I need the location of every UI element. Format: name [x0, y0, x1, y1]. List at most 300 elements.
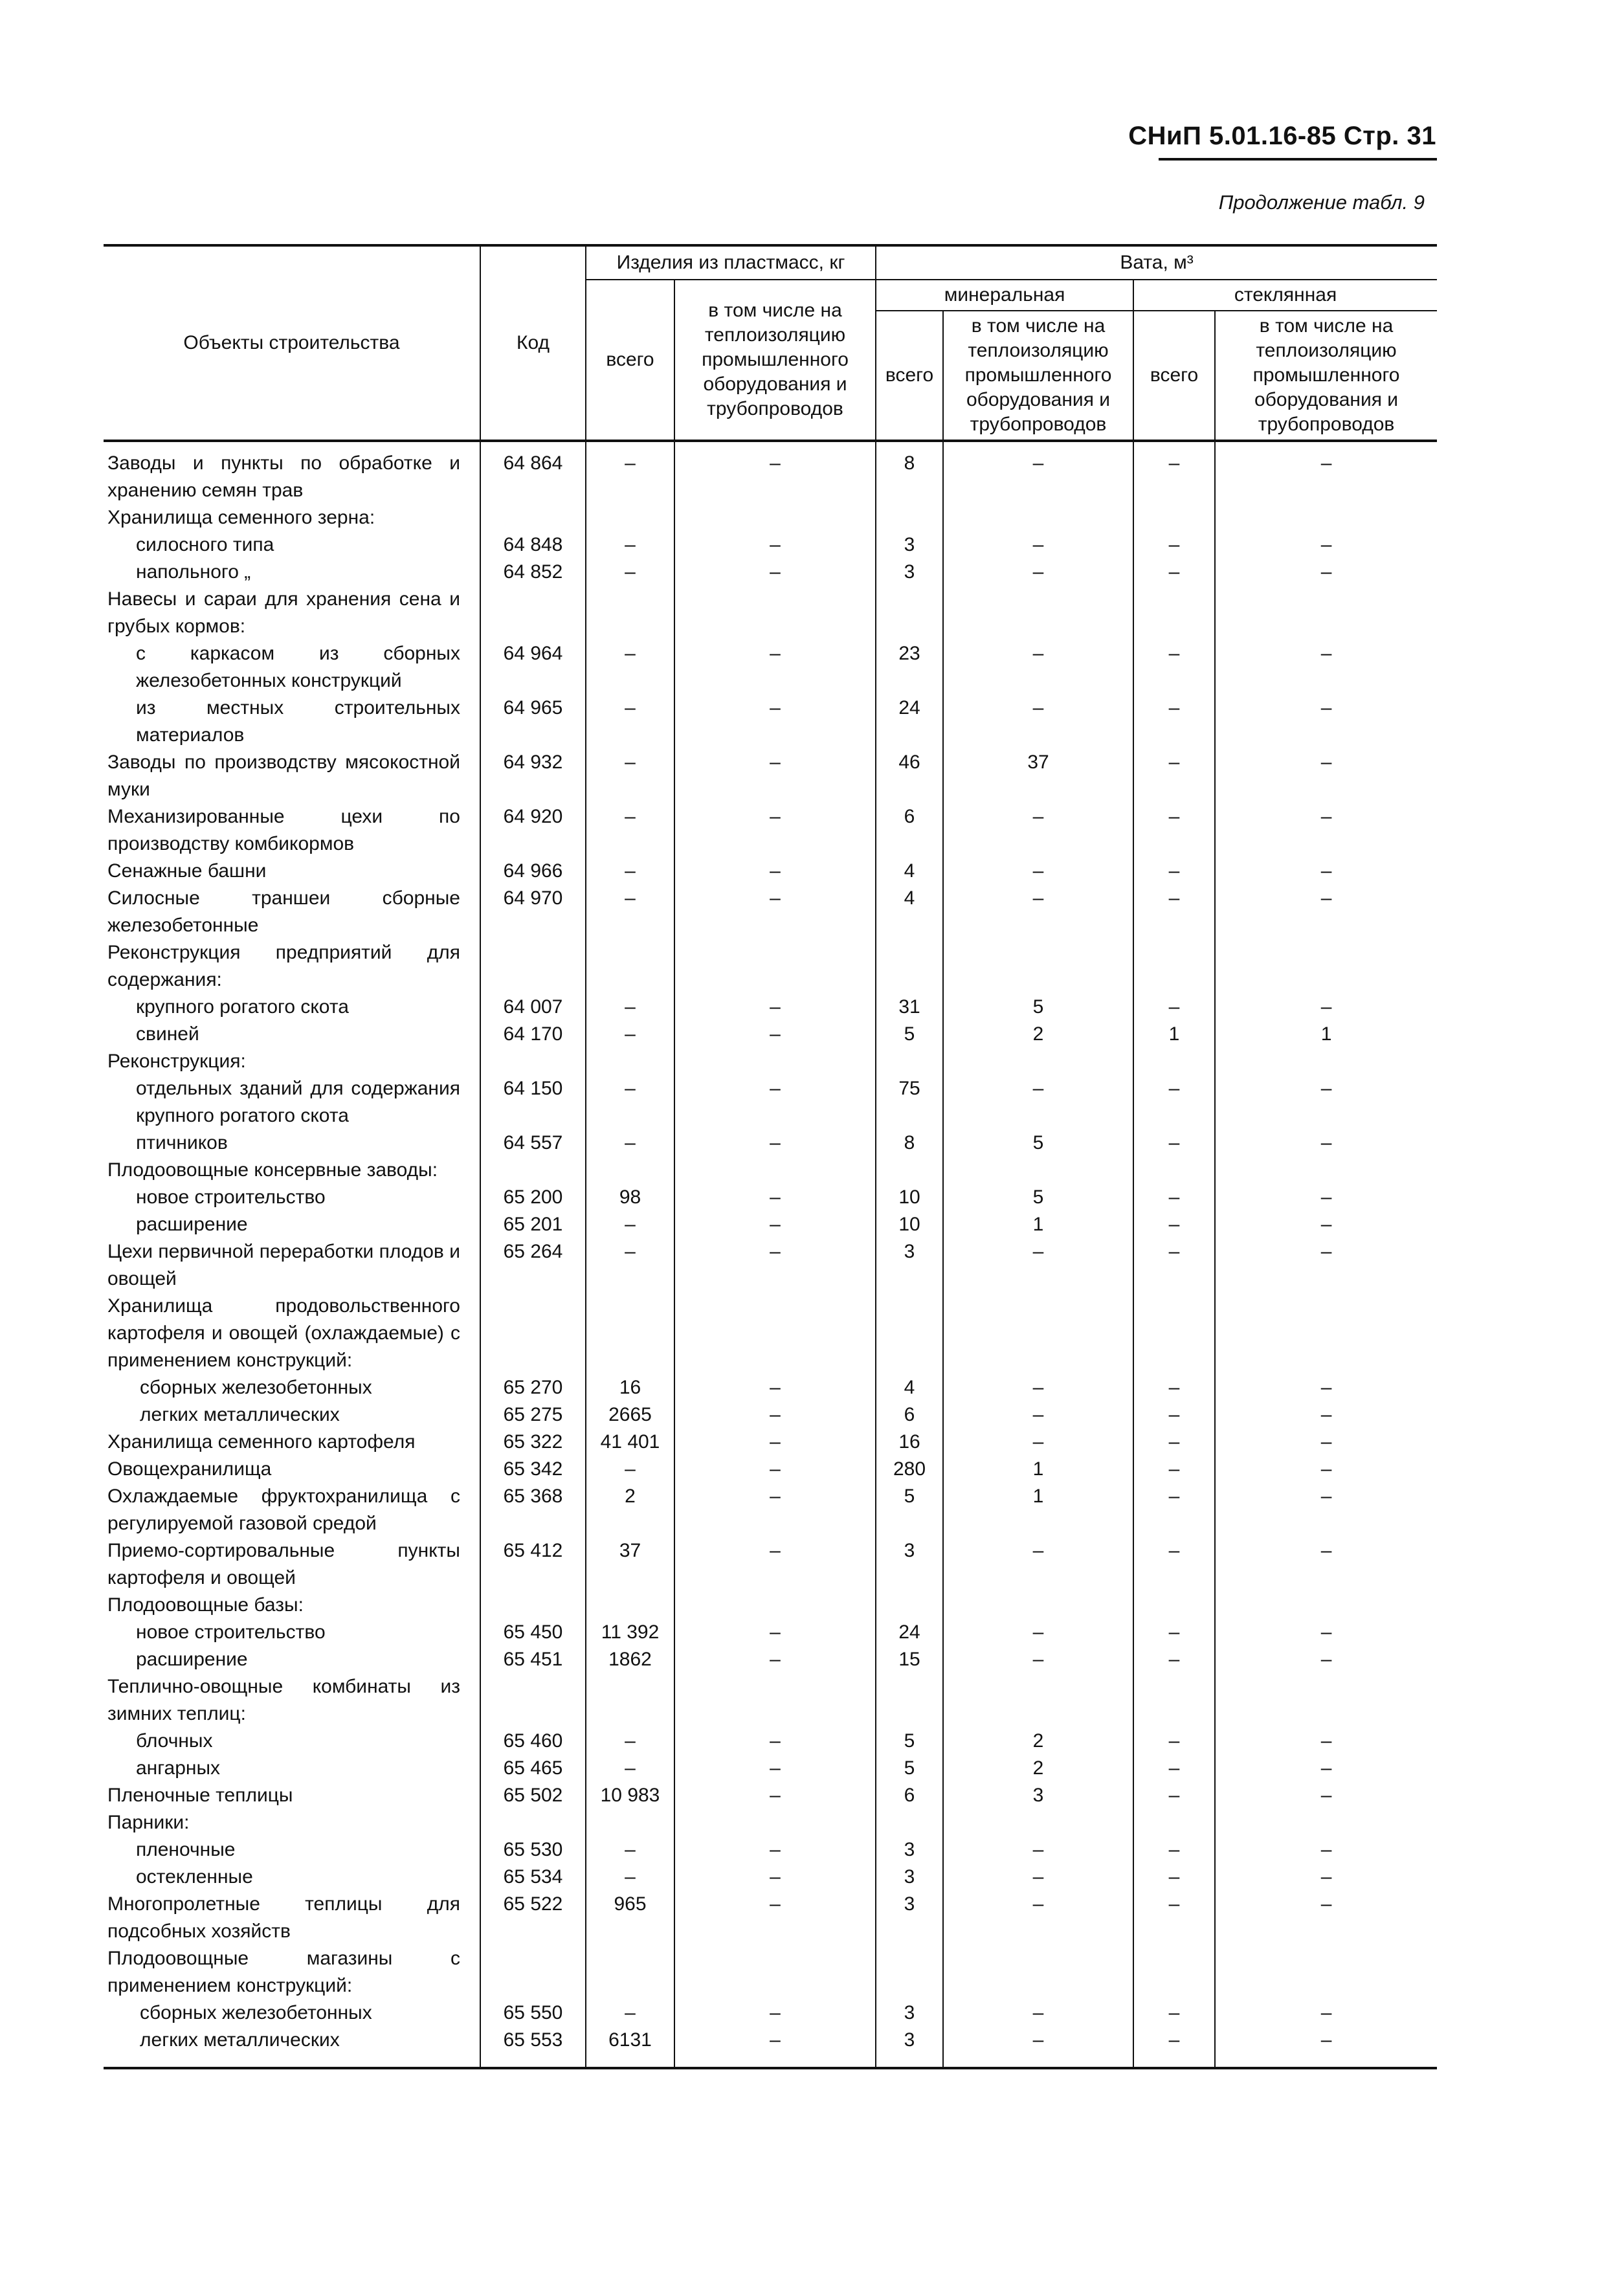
code-cell: 65 412: [480, 1537, 586, 1592]
table-row: [104, 1945, 1437, 1999]
plastics-total-cell: –: [586, 1130, 674, 1157]
glass-incl-cell: –: [1215, 531, 1437, 559]
glass-total-cell: –: [1133, 1374, 1215, 1401]
mineral-incl-cell: –: [943, 1401, 1133, 1429]
plastics-incl-cell: –: [674, 441, 876, 504]
glass-incl-cell: –: [1215, 1999, 1437, 2027]
glass-total-cell: –: [1133, 1782, 1215, 1809]
glass-incl-cell: 1: [1215, 1021, 1437, 1048]
glass-incl-cell: –: [1215, 749, 1437, 803]
mineral-total-cell: 4: [876, 1374, 943, 1401]
mineral-total-cell: 5: [876, 1755, 943, 1782]
plastics-incl-cell: [674, 1945, 876, 1999]
mineral-total-cell: 6: [876, 1401, 943, 1429]
plastics-total-cell: [586, 939, 674, 994]
mineral-incl-cell: –: [943, 1374, 1133, 1401]
table-row: [104, 559, 1437, 586]
plastics-total-cell: –: [586, 1864, 674, 1891]
glass-incl-cell: –: [1215, 803, 1437, 858]
glass-incl-cell: [1215, 1592, 1437, 1619]
plastics-incl-cell: [674, 1293, 876, 1374]
glass-total-cell: –: [1133, 1483, 1215, 1537]
glass-incl-cell: –: [1215, 1782, 1437, 1809]
plastics-incl-cell: –: [674, 1456, 876, 1483]
glass-incl-cell: –: [1215, 1184, 1437, 1211]
table-row: [104, 858, 1437, 885]
glass-incl-cell: –: [1215, 1483, 1437, 1537]
mineral-incl-cell: 2: [943, 1021, 1133, 1048]
object-name-cell: Реконструкция:: [104, 1048, 480, 1075]
plastics-total-cell: –: [586, 749, 674, 803]
table-row: [104, 1048, 1437, 1075]
plastics-incl-cell: –: [674, 1021, 876, 1048]
glass-incl-cell: –: [1215, 441, 1437, 504]
plastics-incl-cell: –: [674, 1891, 876, 1945]
table-bottom-rule: [104, 2068, 1437, 2076]
table-row: [104, 1809, 1437, 1836]
mineral-incl-cell: 5: [943, 1184, 1133, 1211]
glass-incl-cell: [1215, 1809, 1437, 1836]
code-cell: [480, 586, 586, 640]
mineral-incl-cell: –: [943, 885, 1133, 939]
mineral-incl-cell: 3: [943, 1782, 1133, 1809]
table-row: [104, 640, 1437, 695]
plastics-total-cell: [586, 1592, 674, 1619]
mineral-incl-cell: –: [943, 441, 1133, 504]
glass-incl-cell: –: [1215, 1211, 1437, 1238]
plastics-total-cell: –: [586, 1075, 674, 1130]
code-cell: 65 368: [480, 1483, 586, 1537]
code-cell: 64 920: [480, 803, 586, 858]
code-cell: 65 522: [480, 1891, 586, 1945]
code-cell: 64 852: [480, 559, 586, 586]
plastics-total-cell: [586, 586, 674, 640]
object-name-cell: Овощехранилища: [104, 1456, 480, 1483]
plastics-total-cell: 37: [586, 1537, 674, 1592]
table-row: [104, 1673, 1437, 1728]
mineral-total-cell: 3: [876, 1238, 943, 1293]
plastics-total-cell: 6131: [586, 2027, 674, 2068]
glass-incl-cell: –: [1215, 695, 1437, 749]
glass-total-cell: –: [1133, 531, 1215, 559]
plastics-incl-cell: [674, 504, 876, 531]
mineral-total-cell: 3: [876, 2027, 943, 2068]
code-cell: 65 275: [480, 1401, 586, 1429]
mineral-total-cell: 4: [876, 885, 943, 939]
glass-incl-cell: –: [1215, 1238, 1437, 1293]
glass-total-cell: –: [1133, 1075, 1215, 1130]
glass-total-cell: –: [1133, 1999, 1215, 2027]
mineral-incl-cell: –: [943, 1891, 1133, 1945]
plastics-total-cell: –: [586, 695, 674, 749]
code-cell: 65 553: [480, 2027, 586, 2068]
plastics-total-cell: [586, 1048, 674, 1075]
code-cell: [480, 1592, 586, 1619]
plastics-incl-cell: –: [674, 885, 876, 939]
plastics-total-cell: 965: [586, 1891, 674, 1945]
mineral-incl-cell: –: [943, 1646, 1133, 1673]
mineral-total-cell: 3: [876, 559, 943, 586]
plastics-total-cell: 41 401: [586, 1429, 674, 1456]
glass-incl-cell: –: [1215, 1537, 1437, 1592]
mineral-total-cell: [876, 1809, 943, 1836]
object-name-cell: Навесы и сараи для хранения сена и грубых кормов:: [104, 586, 480, 640]
glass-incl-cell: [1215, 504, 1437, 531]
code-cell: 65 200: [480, 1184, 586, 1211]
table-row: [104, 1075, 1437, 1130]
plastics-total-cell: –: [586, 803, 674, 858]
object-name-cell: Силосные траншеи сборные железобетонные: [104, 885, 480, 939]
plastics-incl-cell: –: [674, 1782, 876, 1809]
glass-total-cell: –: [1133, 1401, 1215, 1429]
plastics-total-cell: –: [586, 994, 674, 1021]
glass-total-cell: [1133, 939, 1215, 994]
code-cell: 64 964: [480, 640, 586, 695]
glass-incl-cell: –: [1215, 640, 1437, 695]
plastics-incl-cell: –: [674, 2027, 876, 2068]
mineral-incl-cell: [943, 586, 1133, 640]
code-cell: 64 848: [480, 531, 586, 559]
plastics-total-cell: 98: [586, 1184, 674, 1211]
table-row: [104, 1456, 1437, 1483]
object-name-cell: Плодоовощные магазины с применением конструкций:: [104, 1945, 480, 1999]
mineral-incl-cell: –: [943, 858, 1133, 885]
glass-total-cell: –: [1133, 885, 1215, 939]
object-name-cell: новое строительство: [104, 1619, 480, 1646]
plastics-total-cell: [586, 1809, 674, 1836]
code-cell: [480, 939, 586, 994]
plastics-total-cell: 16: [586, 1374, 674, 1401]
glass-total-cell: [1133, 1293, 1215, 1374]
mineral-incl-cell: –: [943, 640, 1133, 695]
object-name-cell: блочных: [104, 1728, 480, 1755]
glass-total-cell: –: [1133, 1238, 1215, 1293]
mineral-total-cell: 23: [876, 640, 943, 695]
mineral-total-cell: 8: [876, 1130, 943, 1157]
plastics-incl-cell: –: [674, 749, 876, 803]
table-row: [104, 1157, 1437, 1184]
mineral-incl-cell: –: [943, 2027, 1133, 2068]
plastics-total-cell: –: [586, 531, 674, 559]
object-name-cell: сборных железобетонных: [104, 1374, 480, 1401]
plastics-total-cell: –: [586, 1238, 674, 1293]
object-name-cell: Реконструкция предприятий для содержания:: [104, 939, 480, 994]
mineral-total-cell: [876, 1157, 943, 1184]
plastics-total-cell: 2665: [586, 1401, 674, 1429]
plastics-incl-cell: [674, 1673, 876, 1728]
code-cell: 65 465: [480, 1755, 586, 1782]
table-row: [104, 1864, 1437, 1891]
mineral-total-cell: 15: [876, 1646, 943, 1673]
mineral-total-cell: 5: [876, 1021, 943, 1048]
code-cell: 65 270: [480, 1374, 586, 1401]
code-cell: [480, 1157, 586, 1184]
object-name-cell: ангарных: [104, 1755, 480, 1782]
object-name-cell: с каркасом из сборных железобетонных конструкций: [104, 640, 480, 695]
mineral-incl-cell: –: [943, 1429, 1133, 1456]
code-cell: 64 150: [480, 1075, 586, 1130]
plastics-incl-cell: –: [674, 994, 876, 1021]
glass-total-cell: –: [1133, 1429, 1215, 1456]
table-row: [104, 1211, 1437, 1238]
plastics-incl-cell: [674, 1157, 876, 1184]
mineral-total-cell: [876, 1293, 943, 1374]
glass-total-cell: –: [1133, 441, 1215, 504]
code-cell: [480, 1673, 586, 1728]
col-header-objects: Объекты строительства: [104, 245, 480, 441]
table-row: [104, 939, 1437, 994]
object-name-cell: Механизированные цехи по производству комбикормов: [104, 803, 480, 858]
object-name-cell: легких металлических: [104, 2027, 480, 2068]
code-cell: 65 550: [480, 1999, 586, 2027]
plastics-total-cell: 11 392: [586, 1619, 674, 1646]
glass-incl-cell: [1215, 1293, 1437, 1374]
plastics-total-cell: –: [586, 441, 674, 504]
mineral-incl-cell: –: [943, 531, 1133, 559]
table-row: [104, 1184, 1437, 1211]
code-cell: 65 201: [480, 1211, 586, 1238]
glass-total-cell: [1133, 1157, 1215, 1184]
col-header-glass: стеклянная: [1133, 280, 1437, 311]
plastics-incl-cell: –: [674, 1184, 876, 1211]
mineral-total-cell: 6: [876, 803, 943, 858]
plastics-incl-cell: –: [674, 1755, 876, 1782]
mineral-total-cell: 280: [876, 1456, 943, 1483]
plastics-incl-cell: –: [674, 1401, 876, 1429]
glass-total-cell: 1: [1133, 1021, 1215, 1048]
code-cell: 65 264: [480, 1238, 586, 1293]
plastics-incl-cell: –: [674, 640, 876, 695]
col-header-mineral-incl: в том числе на теплоизоляцию промышленного оборудования и трубопроводов: [943, 311, 1133, 441]
plastics-incl-cell: –: [674, 1374, 876, 1401]
glass-total-cell: –: [1133, 695, 1215, 749]
table-row: [104, 1021, 1437, 1048]
code-cell: 65 460: [480, 1728, 586, 1755]
glass-total-cell: –: [1133, 1211, 1215, 1238]
table-row: [104, 1483, 1437, 1537]
mineral-incl-cell: [943, 1157, 1133, 1184]
code-cell: 64 007: [480, 994, 586, 1021]
glass-incl-cell: –: [1215, 559, 1437, 586]
object-name-cell: из местных строительных материалов: [104, 695, 480, 749]
glass-total-cell: –: [1133, 1184, 1215, 1211]
code-cell: 64 170: [480, 1021, 586, 1048]
table-row: [104, 749, 1437, 803]
glass-total-cell: –: [1133, 640, 1215, 695]
mineral-total-cell: 31: [876, 994, 943, 1021]
glass-total-cell: –: [1133, 1836, 1215, 1864]
glass-total-cell: –: [1133, 1891, 1215, 1945]
col-header-plastics-incl: в том числе на теплоизоляцию промышленного оборудования и трубопроводов: [674, 280, 876, 441]
glass-total-cell: –: [1133, 1130, 1215, 1157]
glass-total-cell: –: [1133, 1864, 1215, 1891]
object-name-cell: напольного „: [104, 559, 480, 586]
object-name-cell: Хранилища семенного картофеля: [104, 1429, 480, 1456]
object-name-cell: расширение: [104, 1211, 480, 1238]
code-cell: 65 342: [480, 1456, 586, 1483]
plastics-incl-cell: –: [674, 1728, 876, 1755]
mineral-incl-cell: 5: [943, 1130, 1133, 1157]
code-cell: 65 530: [480, 1836, 586, 1864]
table-row: [104, 1130, 1437, 1157]
glass-incl-cell: –: [1215, 1075, 1437, 1130]
object-name-cell: Теплично-овощные комбинаты из зимних теплиц:: [104, 1673, 480, 1728]
mineral-incl-cell: 1: [943, 1456, 1133, 1483]
col-header-plastics: Изделия из пластмасс, кг: [586, 245, 876, 280]
object-name-cell: расширение: [104, 1646, 480, 1673]
mineral-incl-cell: –: [943, 1537, 1133, 1592]
glass-total-cell: –: [1133, 749, 1215, 803]
plastics-total-cell: [586, 1673, 674, 1728]
glass-incl-cell: –: [1215, 1374, 1437, 1401]
plastics-total-cell: [586, 1945, 674, 1999]
mineral-incl-cell: –: [943, 1864, 1133, 1891]
code-cell: 64 966: [480, 858, 586, 885]
object-name-cell: крупного рогатого скота: [104, 994, 480, 1021]
mineral-total-cell: 3: [876, 1537, 943, 1592]
plastics-total-cell: –: [586, 559, 674, 586]
object-name-cell: Цехи первичной переработки плодов и овощей: [104, 1238, 480, 1293]
code-cell: 65 502: [480, 1782, 586, 1809]
mineral-incl-cell: [943, 1592, 1133, 1619]
plastics-incl-cell: –: [674, 803, 876, 858]
plastics-total-cell: –: [586, 1211, 674, 1238]
object-name-cell: Хранилища семенного зерна:: [104, 504, 480, 531]
table-row: [104, 1891, 1437, 1945]
glass-total-cell: [1133, 1809, 1215, 1836]
object-name-cell: отдельных зданий для содержания крупного рогатого скота: [104, 1075, 480, 1130]
materials-table: [104, 244, 1437, 2076]
table-row: [104, 695, 1437, 749]
mineral-total-cell: 5: [876, 1483, 943, 1537]
mineral-incl-cell: [943, 504, 1133, 531]
table-row: [104, 1999, 1437, 2027]
mineral-total-cell: [876, 504, 943, 531]
mineral-total-cell: 6: [876, 1782, 943, 1809]
object-name-cell: Пленочные теплицы: [104, 1782, 480, 1809]
code-cell: [480, 504, 586, 531]
object-name-cell: сборных железобетонных: [104, 1999, 480, 2027]
mineral-incl-cell: [943, 1048, 1133, 1075]
table-row: [104, 1537, 1437, 1592]
plastics-incl-cell: –: [674, 1864, 876, 1891]
mineral-total-cell: 3: [876, 1864, 943, 1891]
code-cell: [480, 1048, 586, 1075]
mineral-incl-cell: 5: [943, 994, 1133, 1021]
code-cell: 64 557: [480, 1130, 586, 1157]
table-row: [104, 1374, 1437, 1401]
table-row: [104, 1592, 1437, 1619]
glass-incl-cell: –: [1215, 994, 1437, 1021]
mineral-total-cell: [876, 939, 943, 994]
code-cell: 65 451: [480, 1646, 586, 1673]
code-cell: [480, 1945, 586, 1999]
table-row: [104, 586, 1437, 640]
plastics-total-cell: –: [586, 858, 674, 885]
table-continuation-label: Продолжение табл. 9: [1218, 191, 1425, 214]
mineral-incl-cell: 37: [943, 749, 1133, 803]
plastics-total-cell: –: [586, 1755, 674, 1782]
mineral-total-cell: 24: [876, 1619, 943, 1646]
glass-total-cell: –: [1133, 1456, 1215, 1483]
table-row: [104, 803, 1437, 858]
glass-total-cell: [1133, 1673, 1215, 1728]
glass-incl-cell: –: [1215, 885, 1437, 939]
plastics-incl-cell: –: [674, 559, 876, 586]
plastics-total-cell: –: [586, 1999, 674, 2027]
plastics-total-cell: [586, 504, 674, 531]
page-header-title: СНиП 5.01.16-85 Стр. 31: [1128, 122, 1436, 150]
glass-total-cell: –: [1133, 858, 1215, 885]
mineral-incl-cell: –: [943, 1836, 1133, 1864]
table-row: [104, 2027, 1437, 2068]
table-row: [104, 1293, 1437, 1374]
mineral-total-cell: 46: [876, 749, 943, 803]
code-cell: 64 932: [480, 749, 586, 803]
table-row: [104, 994, 1437, 1021]
glass-total-cell: –: [1133, 1646, 1215, 1673]
mineral-total-cell: [876, 1673, 943, 1728]
table-row: [104, 1755, 1437, 1782]
code-cell: 65 450: [480, 1619, 586, 1646]
plastics-incl-cell: –: [674, 1429, 876, 1456]
glass-incl-cell: [1215, 586, 1437, 640]
glass-incl-cell: –: [1215, 1130, 1437, 1157]
mineral-total-cell: [876, 1048, 943, 1075]
glass-incl-cell: –: [1215, 2027, 1437, 2068]
glass-total-cell: –: [1133, 994, 1215, 1021]
plastics-incl-cell: –: [674, 1211, 876, 1238]
object-name-cell: птичников: [104, 1130, 480, 1157]
glass-incl-cell: –: [1215, 1864, 1437, 1891]
mineral-incl-cell: –: [943, 695, 1133, 749]
object-name-cell: легких металлических: [104, 1401, 480, 1429]
glass-incl-cell: –: [1215, 1891, 1437, 1945]
object-name-cell: Охлаждаемые фруктохранилища с регулируемой газовой средой: [104, 1483, 480, 1537]
mineral-incl-cell: –: [943, 1238, 1133, 1293]
mineral-total-cell: 10: [876, 1184, 943, 1211]
mineral-incl-cell: –: [943, 803, 1133, 858]
table-row: [104, 1646, 1437, 1673]
glass-incl-cell: [1215, 1945, 1437, 1999]
table-row: [104, 1429, 1437, 1456]
plastics-total-cell: –: [586, 1836, 674, 1864]
plastics-incl-cell: –: [674, 1836, 876, 1864]
glass-incl-cell: [1215, 939, 1437, 994]
glass-total-cell: –: [1133, 559, 1215, 586]
table-body: [104, 441, 1437, 2068]
mineral-total-cell: [876, 1592, 943, 1619]
col-header-code: Код: [480, 245, 586, 441]
mineral-total-cell: 16: [876, 1429, 943, 1456]
plastics-total-cell: –: [586, 640, 674, 695]
code-cell: 64 864: [480, 441, 586, 504]
glass-total-cell: –: [1133, 2027, 1215, 2068]
mineral-incl-cell: [943, 1809, 1133, 1836]
plastics-incl-cell: –: [674, 858, 876, 885]
table-row: [104, 1619, 1437, 1646]
table-row: [104, 1238, 1437, 1293]
plastics-total-cell: [586, 1157, 674, 1184]
plastics-incl-cell: –: [674, 1130, 876, 1157]
code-cell: 65 322: [480, 1429, 586, 1456]
table-row: [104, 1782, 1437, 1809]
glass-incl-cell: [1215, 1048, 1437, 1075]
plastics-incl-cell: –: [674, 1999, 876, 2027]
glass-total-cell: [1133, 586, 1215, 640]
plastics-incl-cell: –: [674, 1646, 876, 1673]
glass-total-cell: [1133, 1945, 1215, 1999]
